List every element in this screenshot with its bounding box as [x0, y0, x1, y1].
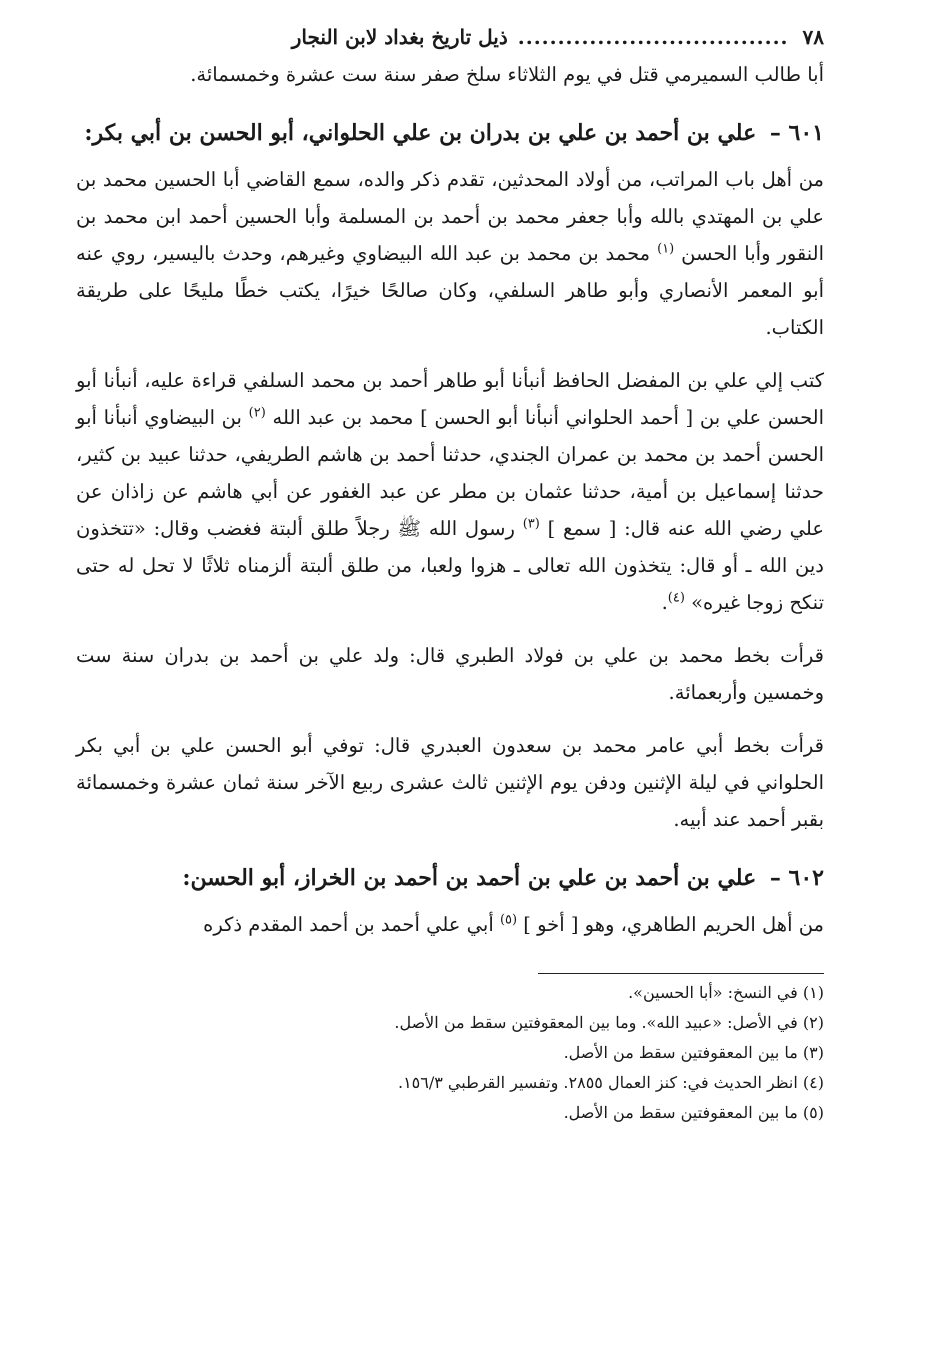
footnote-4: (٤) انظر الحديث في: كنز العمال ٢٨٥٥. وتفسير القرطبي ١٥٦/٣. [397, 1073, 824, 1092]
entry-601-hadith [76, 362, 824, 621]
entry-601-bio-part-a: من أهل باب المراتب، من أولاد المحدثين، تقدم ذكر والده، سمع القاضي أبا الحسين محمد بن علي بن المهتدي بالله وأبا جعفر محمد بن أحمد بن المسلمة وأبا الحسين أحمد ابن محمد بن النقور وأبا الحسن [76, 168, 825, 265]
footnote-2: (٢) في الأصل: «عبيد الله». وما بين المعقوفتين سقط من الأصل. [394, 1013, 824, 1032]
entry-602-heading [76, 858, 824, 898]
entry-601-heading [76, 113, 824, 153]
entry-602-number: ٦٠٢ – [769, 865, 824, 891]
entry-601-hadith-part-a: كتب إلي علي بن المفضل الحافظ أنبأنا أبو طاهر أحمد بن محمد السلفي قراءة عليه، أنبأنا أبو الحسن علي بن [ أحمد الحلواني أنبأنا أبو الحسن ] محمد بن عبد الله [76, 369, 825, 429]
header-dots: .................................. [517, 25, 789, 49]
entry-602-biography [76, 906, 824, 943]
footnotes [76, 974, 824, 1128]
entry-601-hadith-end: . [661, 591, 668, 614]
footnote-ref-3: (٣) [522, 516, 540, 532]
entry-601-bio-part-b: محمد بن محمد بن عبد الله البيضاوي وغيرهم، وحدث باليسير، روي عنه أبو المعمر الأنصاري وأبو طاهر السلفي، وكان صالحًا خيرًا، يكتب خطًا مليحًا على طريقة الكتاب. [76, 242, 824, 339]
book-page [76, 22, 824, 1128]
entry-601-hadith-part-b: بن البيضاوي أنبأنا أبو الحسن أحمد بن محمد بن عمران الجندي، حدثنا أحمد بن هاشم الطريفي، حدثنا عبيد بن كثير، حدثنا إسماعيل بن أمية، حدثنا عثمان بن مطر عن عبد الغفور عن أبي هاشم عن زاذان عن علي رضي الله عنه قال: [ سمع ] [76, 406, 825, 540]
entry-601-birth: قرأت بخط محمد بن علي بن فولاد الطبري قال: ولد علي بن أحمد بن بدران سنة ست وخمسين وأربعمائة. [76, 644, 824, 704]
footnote-ref-2: (٢) [248, 405, 266, 421]
footnote-5: (٥) ما بين المعقوفتين سقط من الأصل. [563, 1103, 824, 1122]
entry-601-death: قرأت بخط أبي عامر محمد بن سعدون العبدري قال: توفي أبو الحسن علي بن أبي بكر الحلواني في ليلة الإثنين ودفن يوم الإثنين ثالث عشرى ربيع الآخر سنة ثمان عشرة وخمسمائة بقبر أحمد عند أبيه. [76, 734, 824, 831]
entry-601-title: علي بن أحمد بن علي بن بدران بن علي الحلواني، أبو الحسن بن أبي بكر: [84, 120, 757, 146]
footnote-1: (١) في النسخ: «أبا الحسين». [628, 983, 824, 1002]
footnote-3: (٣) ما بين المعقوفتين سقط من الأصل. [563, 1043, 824, 1062]
entry-602-bio-part-b: أبي علي أحمد بن أحمد المقدم ذكره [203, 913, 494, 936]
entry-601-hadith-part-c: رسول الله ﷺ رجلاً طلق ألبتة فغضب وقال: «تتخذون دين الله ـ أو قال: يتخذون الله تعالى ـ هزوا ولعبا، من طلق ألبتة ألزمناه ثلاثًا لا تحل له حتى تنكح زوجا غيره» [76, 517, 824, 614]
entry-601-biography [76, 161, 824, 346]
footnote-ref-4: (٤) [667, 590, 685, 606]
entry-601-number: ٦٠١ – [769, 120, 824, 146]
entry-602-title: علي بن أحمد بن علي بن أحمد بن أحمد بن الخراز، أبو الحسن: [182, 865, 757, 891]
carryover-paragraph: أبا طالب السميرمي قتل في يوم الثلاثاء سلخ صفر سنة ست عشرة وخمسمائة. [190, 63, 824, 86]
book-title: ذيل تاريخ بغداد لابن النجار [291, 25, 508, 49]
entry-602-bio-part-a: من أهل الحريم الطاهري، وهو [ أخو ] [523, 913, 824, 936]
running-header [76, 22, 824, 54]
footnote-ref-1: (١) [657, 241, 675, 257]
footnote-ref-5: (٥) [499, 912, 518, 928]
page-number: ٧٨ [802, 25, 824, 49]
